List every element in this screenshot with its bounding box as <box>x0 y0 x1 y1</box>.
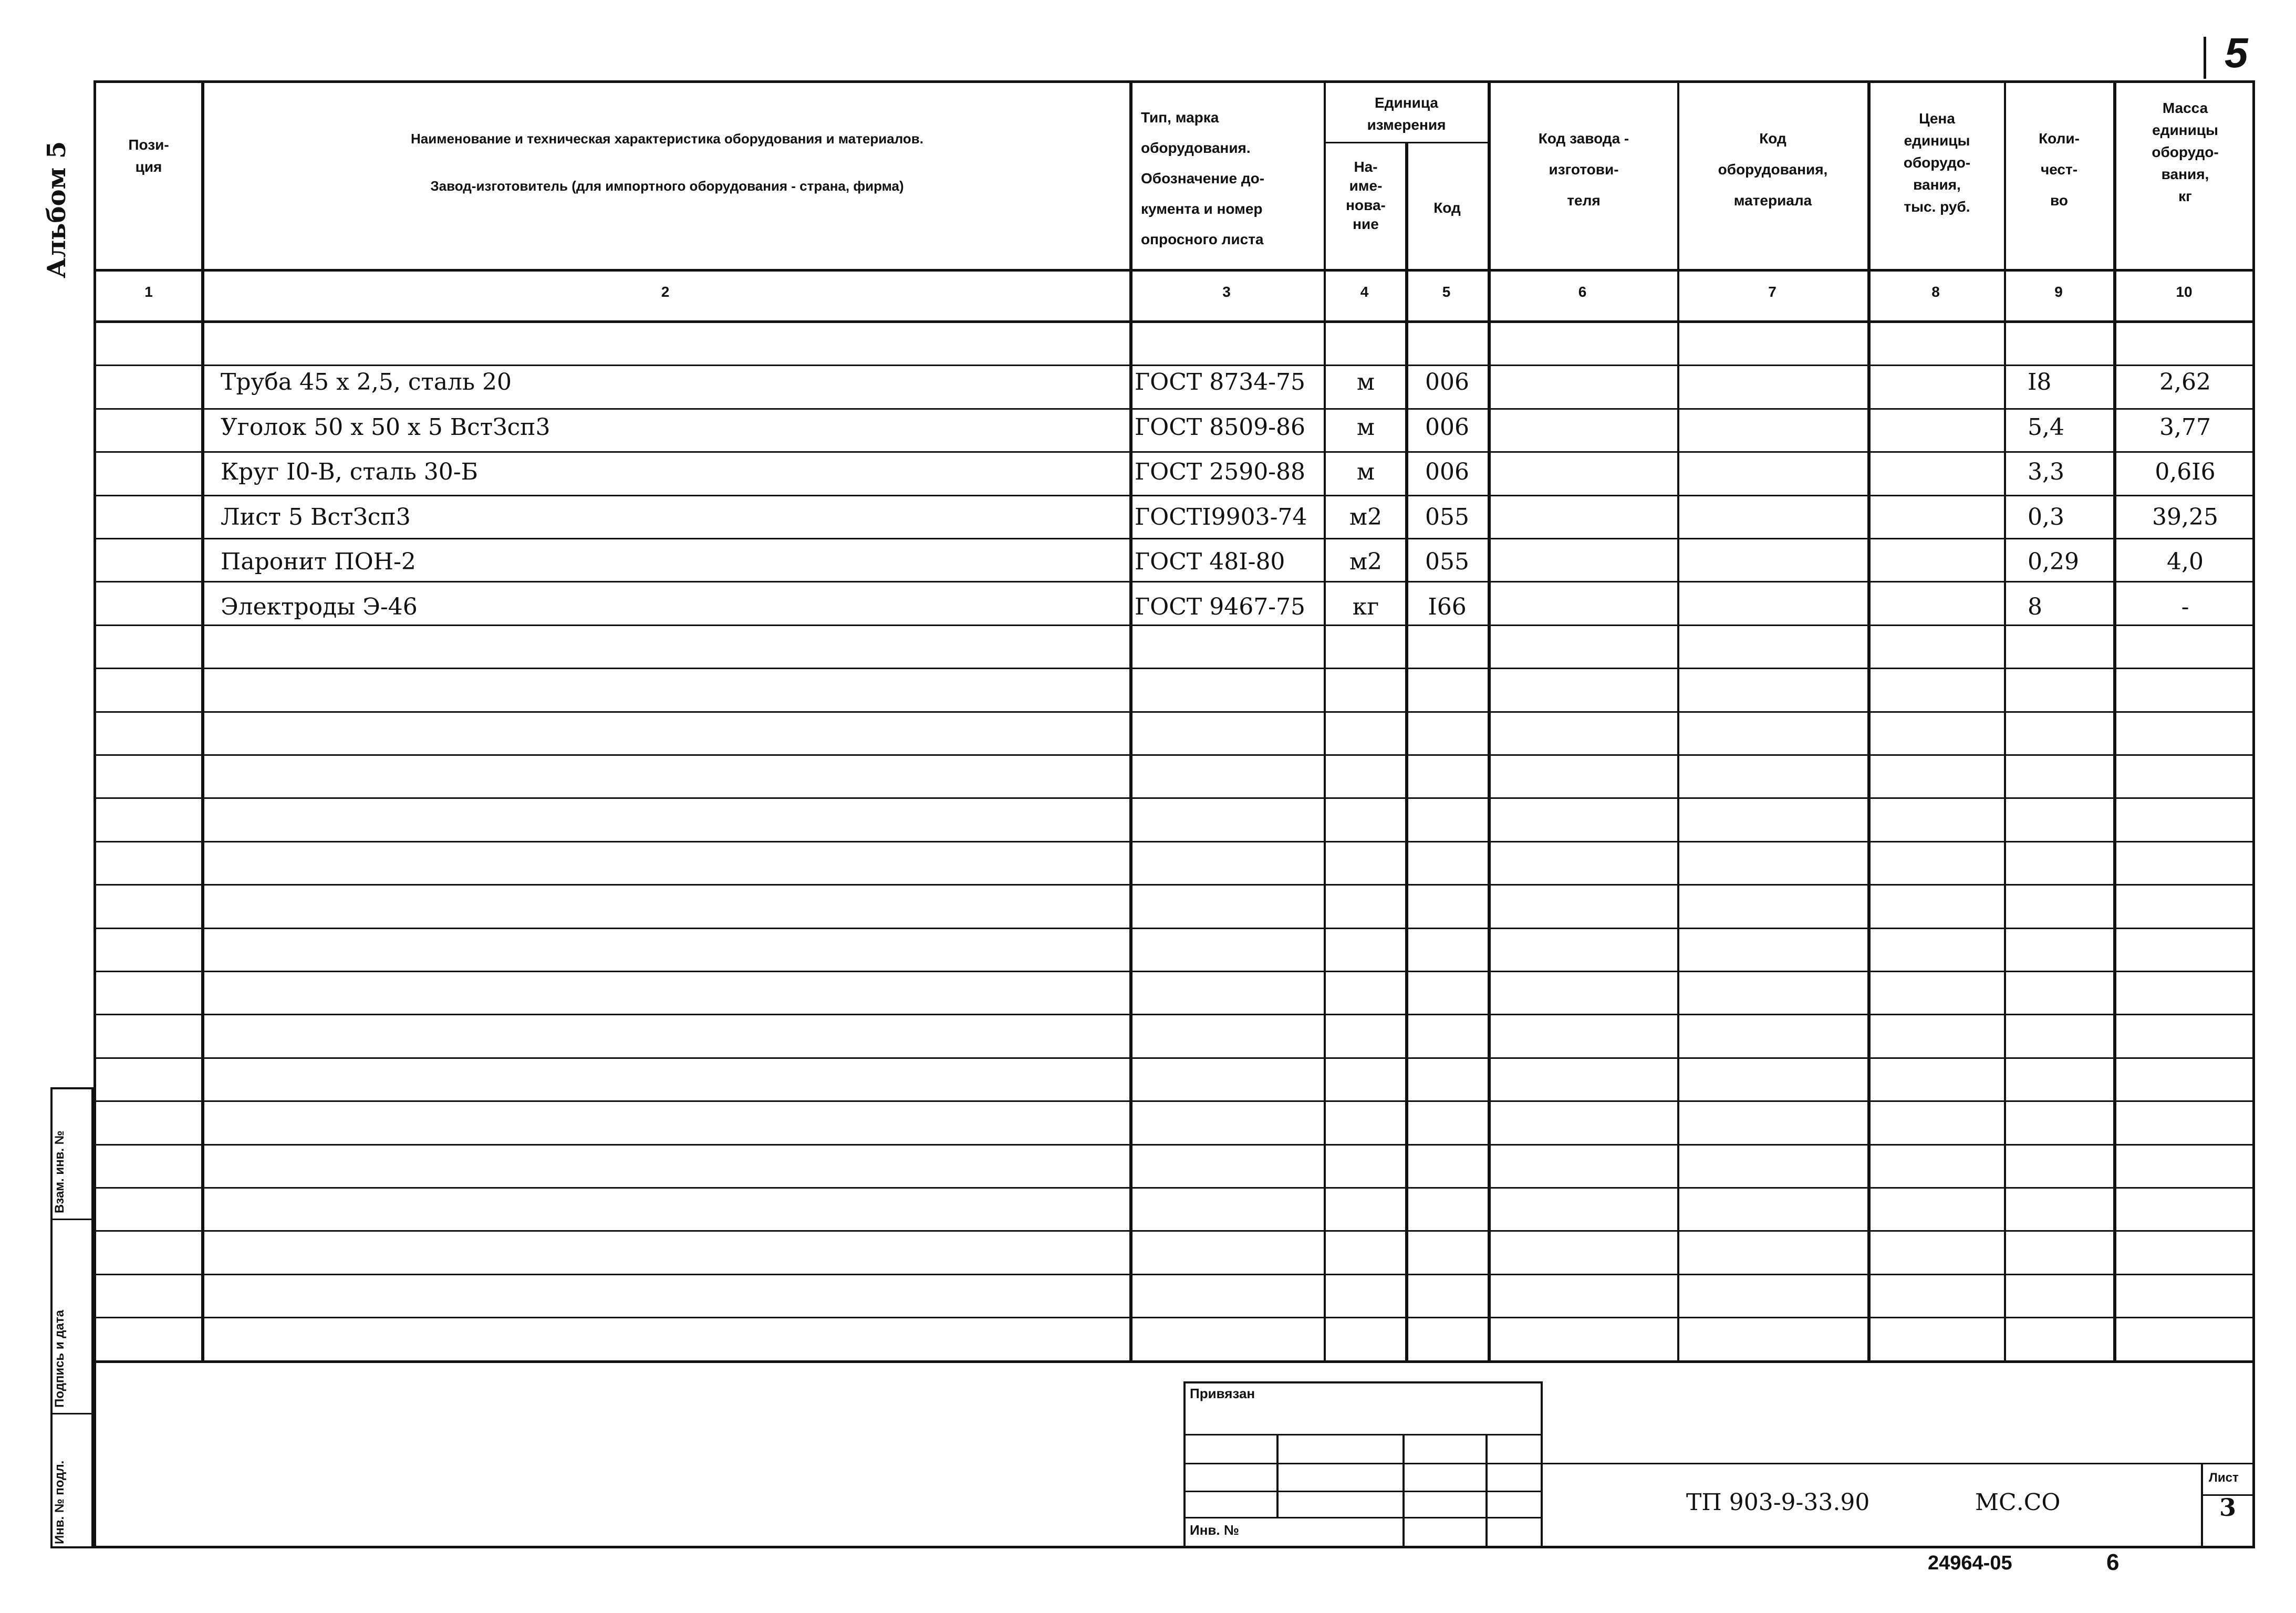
cell-name: Труба 45 х 2,5, сталь 20 <box>221 369 512 396</box>
cell-name: Электроды Э-46 <box>221 594 418 620</box>
cell-doc: ГОСТI9903-74 <box>1135 504 1307 530</box>
album-label: Альбом 5 <box>42 141 71 278</box>
side-label-vzam: Взам. инв. № <box>53 1130 67 1213</box>
colnum-4: 4 <box>1360 284 1369 300</box>
cell-code: 006 <box>1425 459 1469 485</box>
header-position: Пози- ция <box>128 137 169 175</box>
cell-unit: м <box>1356 459 1375 485</box>
side-divider <box>50 1413 93 1414</box>
cell-qty: 3,3 <box>2028 459 2064 485</box>
sheet-marker-rule <box>2204 37 2206 79</box>
cell-unit: м2 <box>1349 548 1383 575</box>
cell-code: 006 <box>1425 369 1469 396</box>
cell-mass: 2,62 <box>2159 369 2211 396</box>
privyazan-line <box>1183 1463 1543 1464</box>
cell-doc: ГОСТ 8509-86 <box>1135 414 1306 441</box>
col-line <box>1488 80 1491 1360</box>
cell-unit: кг <box>1352 594 1379 620</box>
header-unit-group: Единица измерения <box>1367 95 1446 133</box>
cell-qty: 5,4 <box>2028 414 2064 441</box>
footer-top-line <box>93 1360 2255 1363</box>
row-line <box>93 1057 2255 1059</box>
colnum-bottom-line <box>93 320 2255 323</box>
header-type: Тип, марка оборудования. Обозначение до- кумента и номер опросного листа <box>1141 109 1265 247</box>
row-line <box>93 711 2255 713</box>
privyazan-label: Привязан <box>1190 1386 1255 1401</box>
header-sub-line <box>1324 142 1488 143</box>
cell-mass: 0,6I6 <box>2155 459 2216 485</box>
cell-qty: 0,3 <box>2028 504 2064 530</box>
header-unit-code: Код <box>1433 200 1461 216</box>
colnum-2: 2 <box>661 284 670 300</box>
header-equipment-code: Код оборудования, материала <box>1718 130 1828 209</box>
col-line <box>1677 80 1679 1360</box>
privyazan-line <box>1183 1434 1543 1435</box>
side-divider <box>50 1219 93 1220</box>
cell-qty: I8 <box>2028 369 2052 396</box>
cell-name: Уголок 50 х 50 х 5 ВстЗсп3 <box>221 414 550 441</box>
colnum-10: 10 <box>2176 284 2193 300</box>
cell-doc: ГОСТ 8734-75 <box>1135 369 1306 396</box>
row-line <box>93 1274 2255 1275</box>
cell-mass: - <box>2181 594 2189 620</box>
cell-code: 006 <box>1425 414 1469 441</box>
cell-mass: 3,77 <box>2159 414 2211 441</box>
privyazan-col <box>1485 1434 1488 1548</box>
row-line <box>93 1317 2255 1318</box>
cell-qty: 0,29 <box>2028 548 2079 575</box>
header-name-line2: Завод-изготовитель (для импортного оборудования - страна, фирма) <box>430 178 904 194</box>
cell-mass: 4,0 <box>2167 548 2204 575</box>
cell-doc: ГОСТ 48I-80 <box>1135 548 1285 575</box>
colnum-9: 9 <box>2054 284 2063 300</box>
header-bottom-line <box>93 269 2255 272</box>
cell-name: Паронит ПОН-2 <box>221 548 416 575</box>
col-line <box>2004 80 2006 1360</box>
colnum-5: 5 <box>1442 284 1451 300</box>
colnum-1: 1 <box>144 284 153 300</box>
row-line <box>93 971 2255 972</box>
list-number: 3 <box>2219 1493 2237 1522</box>
col-line <box>201 80 204 1360</box>
colnum-3: 3 <box>1222 284 1231 300</box>
archive-number: 6 <box>2106 1549 2120 1575</box>
header-name-line1: Наименование и техническая характеристика оборудования и материалов. <box>410 131 923 147</box>
cell-unit: м2 <box>1349 504 1383 530</box>
colnum-7: 7 <box>1768 284 1776 300</box>
privyazan-col <box>1402 1434 1405 1548</box>
privyazan-line <box>1183 1491 1543 1492</box>
table-frame <box>93 80 2255 1548</box>
cell-qty: 8 <box>2028 594 2042 620</box>
cell-doc: ГОСТ 2590-88 <box>1135 459 1306 485</box>
title-block-line <box>1543 1463 2255 1464</box>
privyazan-col <box>1276 1434 1279 1517</box>
inv-no-label: Инв. № <box>1190 1522 1239 1538</box>
cell-code: 055 <box>1425 504 1469 530</box>
row-line <box>93 1144 2255 1146</box>
col-line <box>2113 80 2116 1360</box>
list-label: Лист <box>2209 1471 2239 1485</box>
col-line <box>1129 80 1133 1360</box>
header-mass: Масса единицы оборудо- вания, кг <box>2152 100 2219 204</box>
row-line <box>93 754 2255 756</box>
header-price: Цена единицы оборудо- вания, тыс. руб. <box>1903 110 1971 215</box>
colnum-8: 8 <box>1931 284 1940 300</box>
row-line <box>93 1014 2255 1015</box>
side-label-inv-podl: Инв. № подл. <box>53 1460 67 1544</box>
header-quantity: Коли- чест- во <box>2039 130 2080 209</box>
cell-doc: ГОСТ 9467-75 <box>1135 594 1306 620</box>
row-line <box>93 1230 2255 1232</box>
row-line <box>93 1100 2255 1102</box>
col-line <box>1405 142 1408 1360</box>
row-line <box>93 884 2255 886</box>
doc-code: ТП 903-9-33.90 <box>1686 1489 1870 1516</box>
header-factory-code: Код завода - изготови- теля <box>1538 130 1629 209</box>
col-line <box>1867 80 1871 1360</box>
col-line <box>1324 80 1326 1360</box>
row-line <box>93 797 2255 799</box>
privyazan-line <box>1183 1517 1543 1518</box>
row-line <box>93 841 2255 842</box>
doc-mark: МС.СО <box>1975 1489 2061 1516</box>
row-line <box>93 928 2255 929</box>
cell-mass: 39,25 <box>2152 504 2218 530</box>
cell-code: 055 <box>1425 548 1469 575</box>
cell-unit: м <box>1356 369 1375 396</box>
row-line <box>93 1187 2255 1189</box>
colnum-6: 6 <box>1578 284 1587 300</box>
cell-name: Лист 5 ВстЗсп3 <box>221 504 411 530</box>
cell-code: I66 <box>1428 594 1467 620</box>
cell-name: Круг I0-В, сталь 30-Б <box>221 459 478 485</box>
archive-code: 24964-05 <box>1928 1552 2012 1574</box>
sheet-marker: 5 <box>2225 29 2248 76</box>
side-label-podpis: Подпись и дата <box>53 1310 67 1408</box>
cell-unit: м <box>1356 414 1375 441</box>
row-line <box>93 668 2255 669</box>
header-unit-name: На- име- нова- ние <box>1346 159 1386 233</box>
